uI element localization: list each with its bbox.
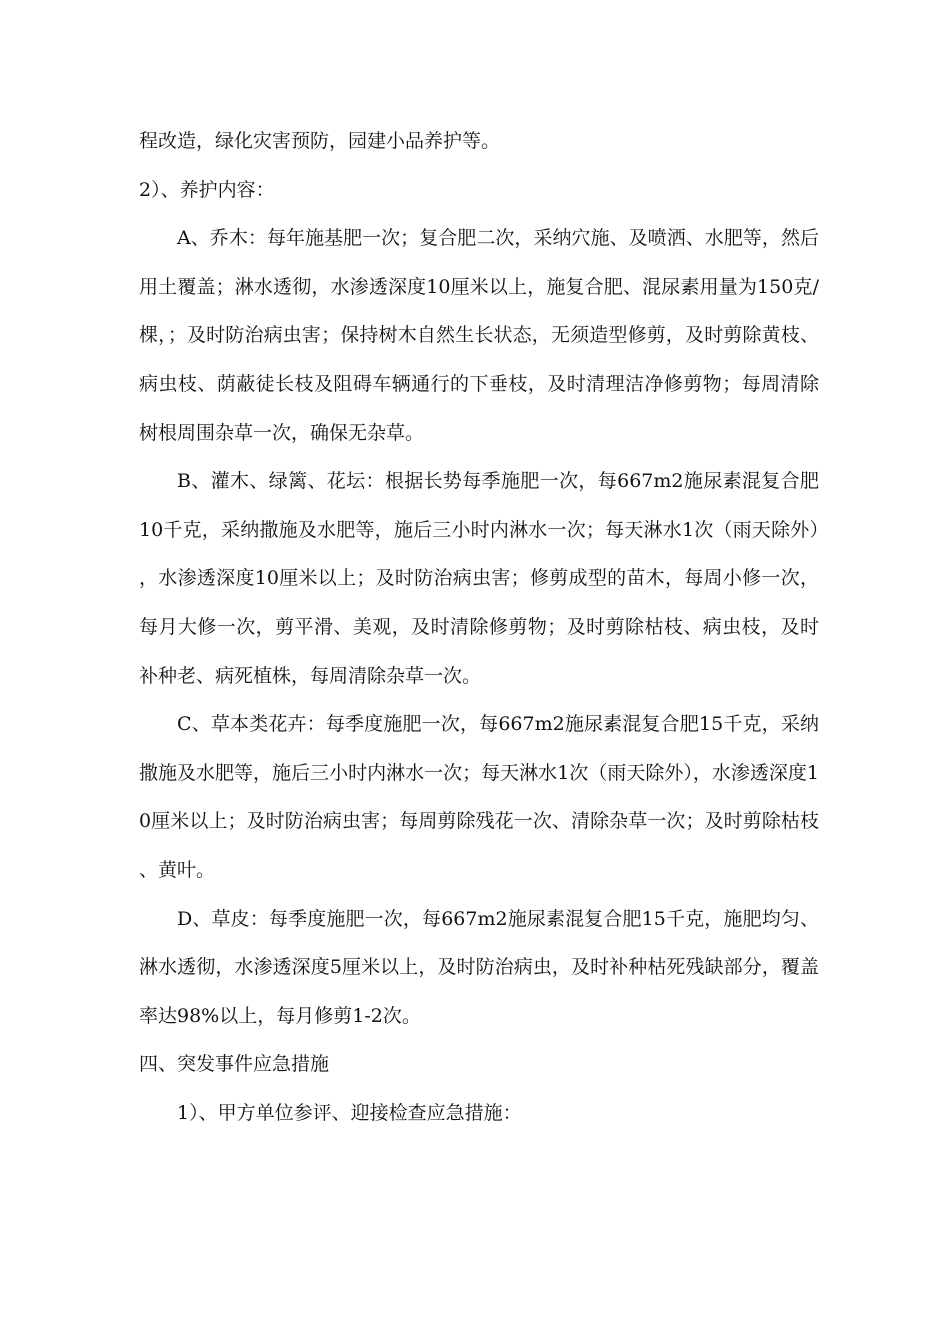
heading-emergency-measures: 四、突发事件应急措施 xyxy=(139,1053,330,1076)
document-body xyxy=(139,117,819,1137)
paragraph-trees: A、乔木：每年施基肥一次；复合肥二次，采纳穴施、及喷洒、水肥等，然后用土覆盖；淋水透彻，水渗透深度10厘米以上，施复合肥、混尿素用量为150克/棵，；及时防治病虫害；保持树木自然生长状态，无须造型修剪，及时剪除黄枝、病虫枝、荫蔽徒长枝及阻碍车辆通行的下垂枝，及时清理洁净修剪物；每周清除树根周围杂草一次，确保无杂草。 xyxy=(139,227,819,444)
heading-maintenance-content: 2）、养护内容： xyxy=(139,178,275,201)
paragraph-flowers: C、草本类花卉：每季度施肥一次，每667m2施尿素混复合肥15千克，采纳撒施及水肥等，施后三小时内淋水一次；每天淋水1次（雨天除外），水渗透深度10厘米以上；及时防治病虫害；每周剪除残花一次、清除杂草一次；及时剪除枯枝、黄叶。 xyxy=(139,713,819,881)
paragraph-intro-tail: 程改造，绿化灾害预防，园建小品养护等。 xyxy=(139,130,501,152)
paragraph-lawn: D、草皮：每季度施肥一次，每667m2施尿素混复合肥15千克，施肥均匀、淋水透彻，水渗透深度5厘米以上，及时防治病虫，及时补种枯死残缺部分，覆盖率达98%以上，每月修剪1-2次。 xyxy=(139,907,819,1027)
subheading-inspection-measures: 1）、甲方单位参评、迎接检查应急措施： xyxy=(177,1101,522,1124)
paragraph-shrubs: B、灌木、绿篱、花坛：根据长势每季施肥一次，每667m2施尿素混复合肥10千克，采纳撒施及水肥等，施后三小时内淋水一次；每天淋水1次（雨天除外），水渗透深度10厘米以上；及时防治病虫害；修剪成型的苗木，每周小修一次，每月大修一次，剪平滑、美观，及时清除修剪物；及时剪除枯枝、病虫枝，及时补种老、病死植株，每周清除杂草一次。 xyxy=(139,470,819,687)
